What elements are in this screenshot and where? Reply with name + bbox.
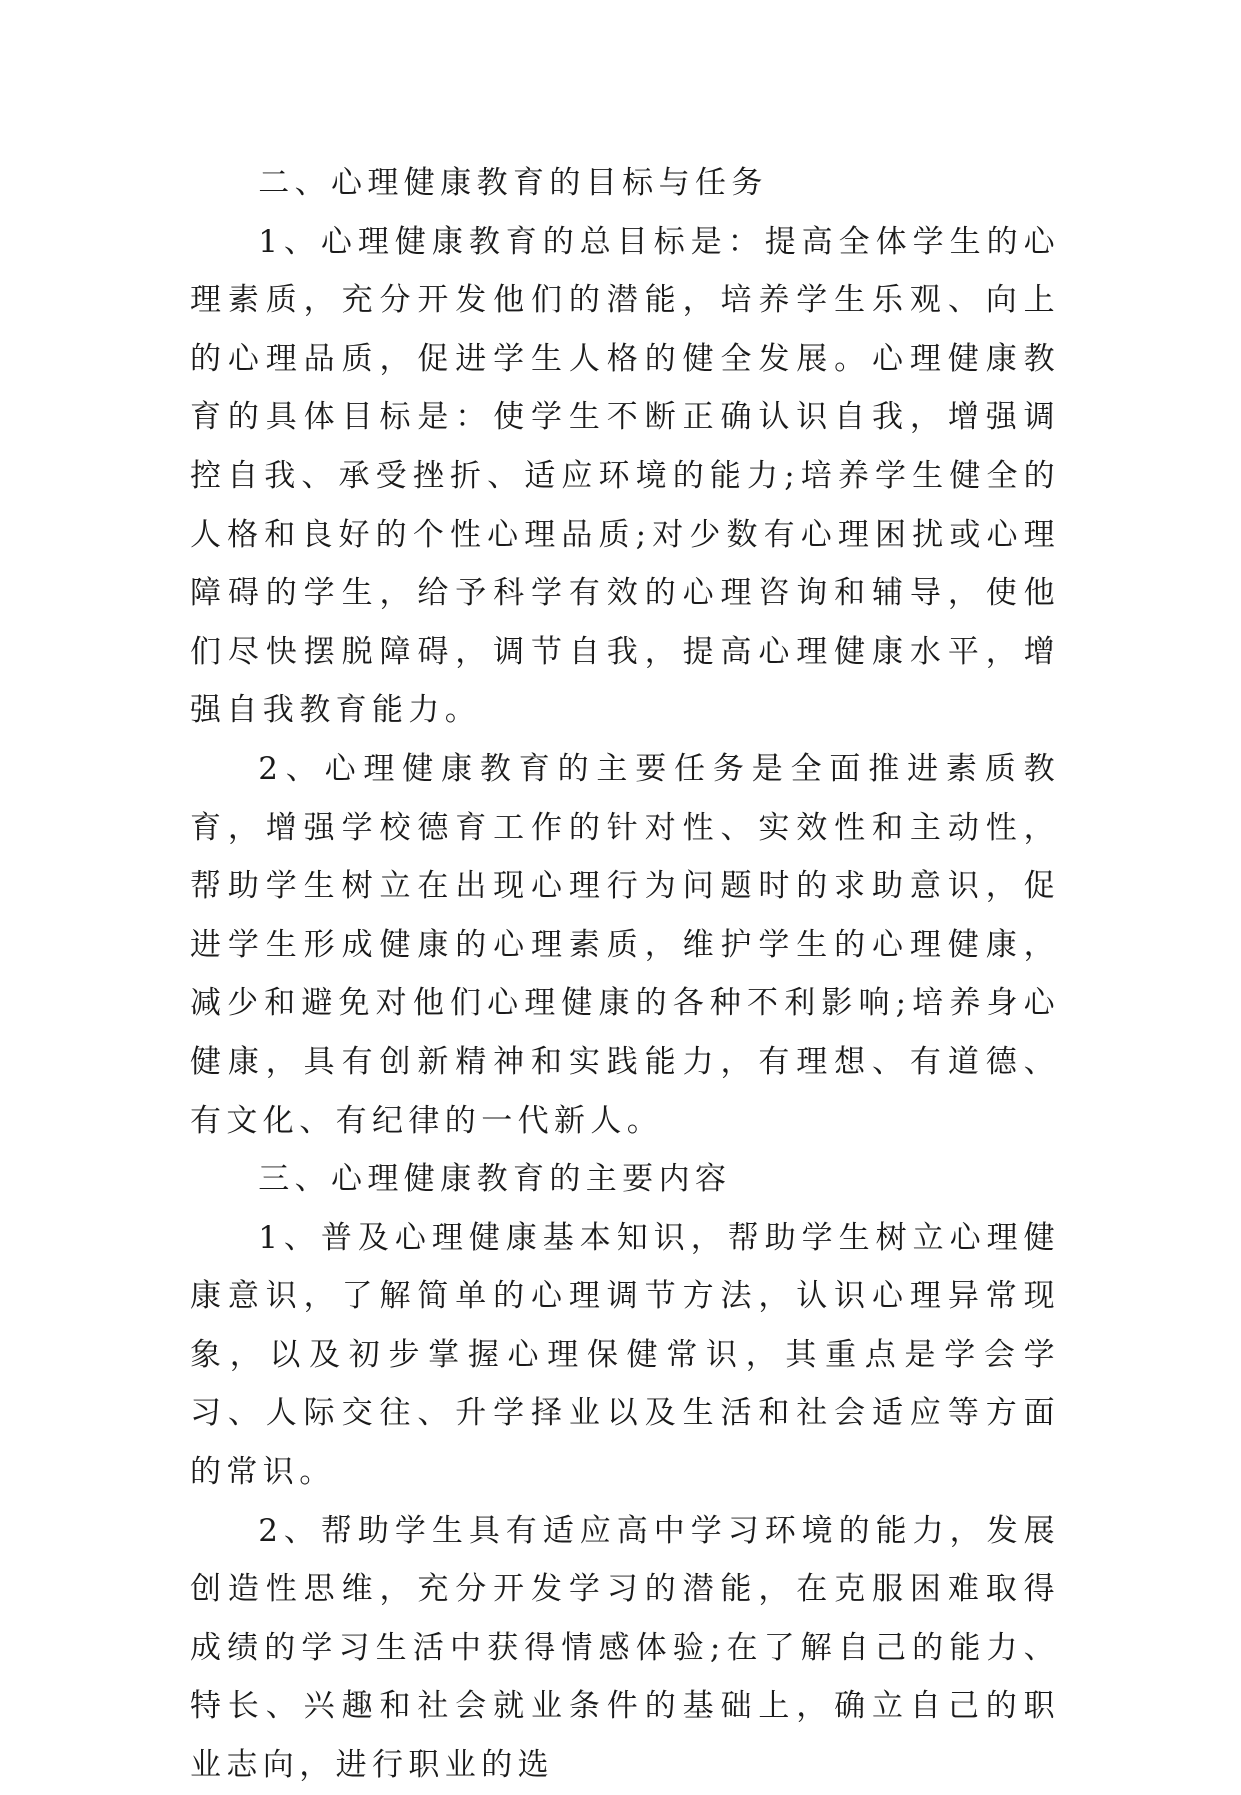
paragraph-overall-goal: 1、心理健康教育的总目标是：提高全体学生的心理素质，充分开发他们的潜能，培养学生乐观、向上的心理品质，促进学生人格的健全发展。心理健康教育的具体目标是：使学生不断正确认识自我，增强调控自我、承受挫折、适应环境的能力;培养学生健全的人格和良好的个性心理品质;对少数有心理困扰或心理障碍的学生，给予科学有效的心理咨询和辅导，使他们尽快摆脱障碍，调节自我，提高心理健康水平，增强自我教育能力。 bbox=[190, 223, 1060, 729]
paragraph-main-tasks: 2、心理健康教育的主要任务是全面推进素质教育，增强学校德育工作的针对性、实效性和主动性，帮助学生树立在出现心理行为问题时的求助意识，促进学生形成健康的心理素质，维护学生的心理健康，减少和避免对他们心理健康的各种不利影响;培养身心健康，具有创新精神和实践能力，有理想、有道德、有文化、有纪律的一代新人。 bbox=[190, 750, 1060, 1139]
section-heading-contents: 三、心理健康教育的主要内容 bbox=[258, 1161, 732, 1198]
paragraph-basic-knowledge: 1、普及心理健康基本知识，帮助学生树立心理健康意识，了解简单的心理调节方法，认识心理异常现象，以及初步掌握心理保健常识，其重点是学会学习、人际交往、升学择业以及生活和社会适应等方面的常识。 bbox=[190, 1219, 1060, 1491]
section-heading-goals: 二、心理健康教育的目标与任务 bbox=[258, 165, 768, 201]
paragraph-learning-ability: 2、帮助学生具有适应高中学习环境的能力，发展创造性思维，充分开发学习的潜能，在克服困难取得成绩的学习生活中获得情感体验;在了解自己的能力、特长、兴趣和社会就业条件的基础上，确立自己的职业志向，进行职业的选 bbox=[190, 1512, 1060, 1784]
document-body bbox=[190, 154, 1060, 1795]
